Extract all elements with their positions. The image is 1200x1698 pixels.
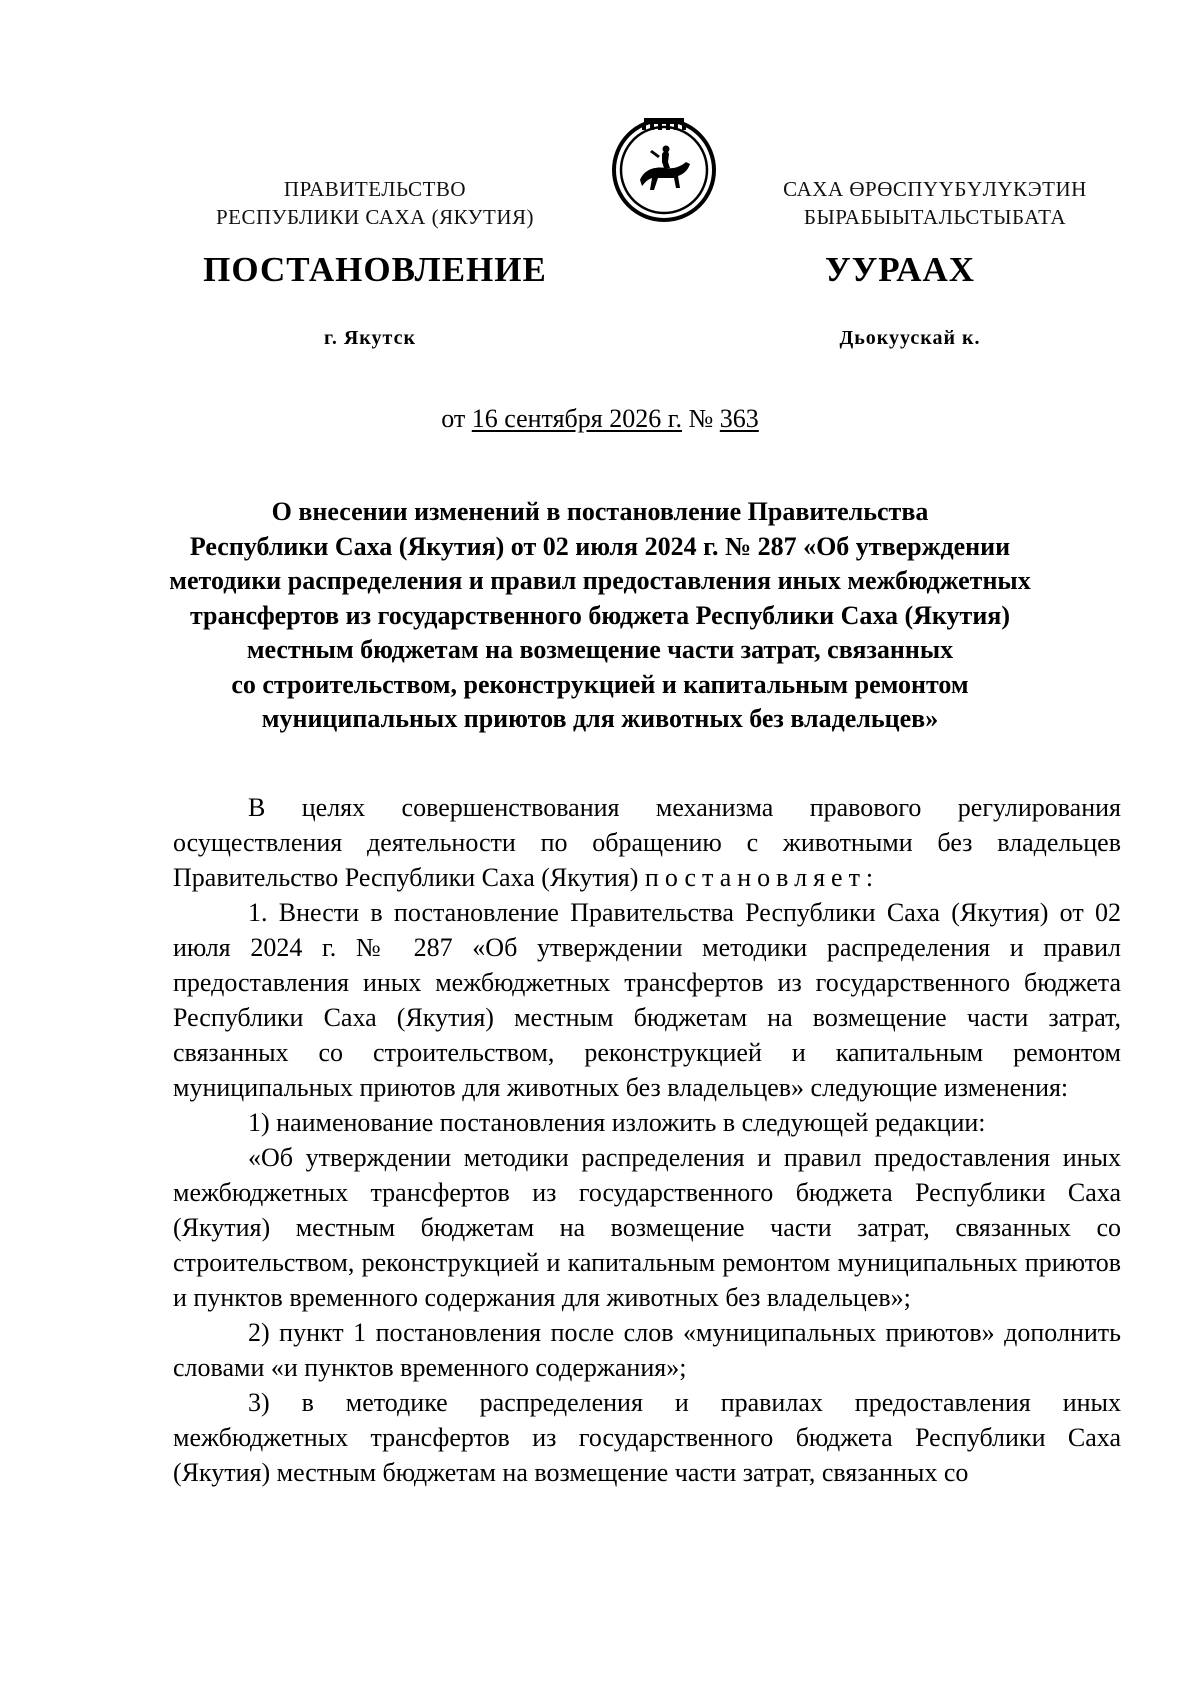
decree-number: 363 bbox=[719, 404, 759, 433]
date-and-number bbox=[0, 404, 1200, 434]
decree-title bbox=[150, 495, 1050, 737]
number-sign: № bbox=[688, 404, 714, 433]
title-line: Республики Саха (Якутия) от 02 июля 2024 г. № 287 «Об утверждении bbox=[189, 531, 1011, 561]
issuer-sah-line-1: САХА ӨРӨСПҮҮБҮЛҮКЭТИН bbox=[783, 177, 1087, 201]
city-ru: г. Якутск bbox=[324, 327, 416, 349]
decree-body bbox=[173, 790, 1121, 1490]
issuer-ru-line-1: ПРАВИТЕЛЬСТВО bbox=[283, 177, 467, 201]
intro-text: В целях совершенствования механизма правового регулирования осуществления деятельности по обращению с животными без владельцев Правительство Республики Саха (Якутия) bbox=[173, 793, 1121, 892]
decree-word: постановляет: bbox=[644, 863, 880, 892]
paragraph-new-title: «Об утверждении методики распределения и правил предоставления иных межбюджетных трансфертов из государственного бюджета Республики Саха (Якутия) местным бюджетам на возмещение части затрат, связанных со строительством, реконструкцией и капитальным ремонтом муниципальных приютов и пунктов временного содержания для животных без владельцев»; bbox=[173, 1143, 1121, 1312]
title-line: трансфертов из государственного бюджета Республики Саха (Якутия) bbox=[189, 600, 1011, 630]
title-line: методики распределения и правил предоставления иных межбюджетных bbox=[169, 566, 1031, 595]
intro-paragraph bbox=[173, 790, 1121, 895]
paragraph-1: 1. Внести в постановление Правительства Республики Саха (Якутия) от 02 июля 2024 г. № 287 «Об утверждении методики распределения и правил предоставления иных межбюджетных трансфертов из государственного бюджета Республики Саха (Якутия) местным бюджетам на возмещение части затрат, связанных со строительством, реконструкцией и капитальным ремонтом муниципальных приютов для животных без владельцев» следующие изменения: bbox=[173, 898, 1121, 1102]
paragraph-1-1: 1) наименование постановления изложить в следующей редакции: bbox=[248, 1108, 986, 1137]
paragraph-1-3: 3) в методике распределения и правилах предоставления иных межбюджетных трансфертов из государственного бюджета Республики Саха (Якутия) местным бюджетам на возмещение части затрат, связанных со bbox=[173, 1388, 1121, 1487]
city-sah: Дьокуускай к. bbox=[839, 327, 981, 349]
decree-date: 16 сентября 2026 г. bbox=[471, 404, 682, 433]
issuer-ru-line-2: РЕСПУБЛИКИ САХА (ЯКУТИЯ) bbox=[215, 205, 535, 229]
issuer-sah bbox=[745, 175, 1125, 231]
date-prefix: от bbox=[441, 404, 466, 433]
title-line: местным бюджетам на возмещение части затрат, связанных bbox=[246, 635, 954, 664]
issuer-sah-line-2: БЫРАБЫЫТАЛЬСТЫБАТА bbox=[803, 205, 1067, 229]
title-line: муниципальных приютов для животных без владельцев» bbox=[261, 704, 939, 733]
title-line: со строительством, реконструкцией и капитальным ремонтом bbox=[231, 669, 969, 699]
sakha-coat-of-arms-icon bbox=[608, 112, 720, 224]
title-line: О внесении изменений в постановление Правительства bbox=[271, 497, 929, 526]
issuer-ru bbox=[185, 175, 565, 231]
paragraph-1-2: 2) пункт 1 постановления после слов «муниципальных приютов» дополнить словами «и пунктов временного содержания»; bbox=[173, 1318, 1121, 1382]
doc-type-ru: ПОСТАНОВЛЕНИЕ bbox=[203, 250, 547, 289]
doc-type-sah: УУРААХ bbox=[824, 250, 976, 289]
